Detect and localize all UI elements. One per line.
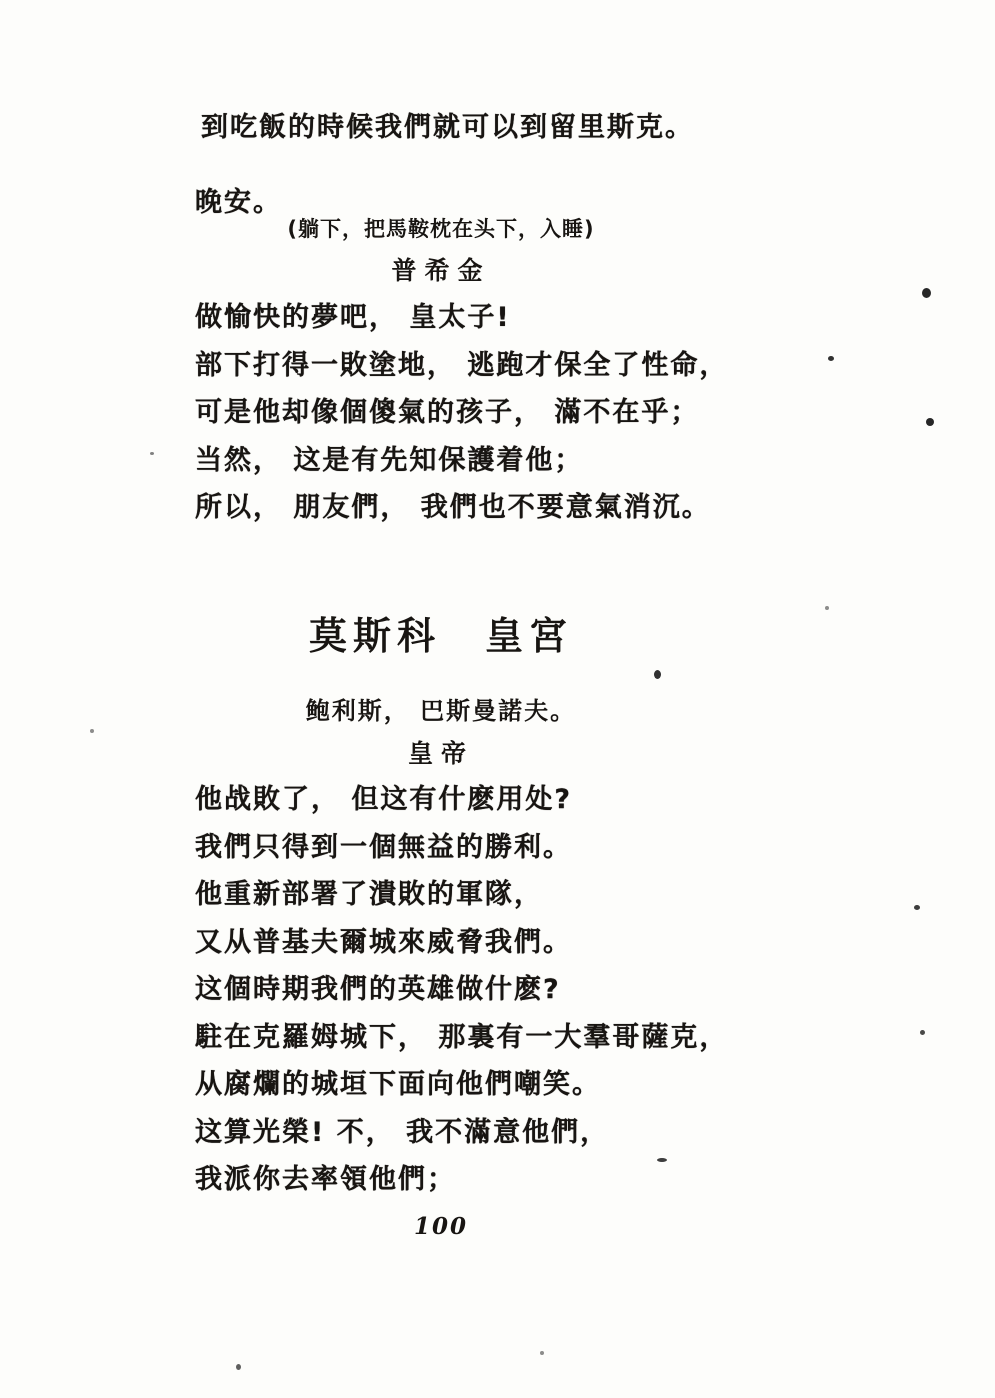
ink-speck — [150, 452, 154, 455]
speech-prior — [195, 104, 694, 226]
speech-emperor — [195, 776, 729, 1204]
ink-speck — [920, 1030, 925, 1035]
ink-speck — [828, 356, 834, 361]
ink-speck — [914, 905, 920, 910]
ink-speck — [926, 418, 934, 426]
ink-speck — [825, 606, 829, 610]
speech-line: 部下打得一敗塗地， 逃跑才保全了性命， — [195, 349, 729, 381]
speaker-name-emperor: 皇帝 — [407, 739, 474, 768]
ink-speck — [236, 1364, 241, 1370]
ink-speck — [90, 729, 94, 733]
speech-line: 所以， 朋友們， 我們也不要意氣消沉。 — [195, 492, 711, 523]
speech-line: 晚安。 — [195, 186, 282, 218]
speech-line: 可是他却像個傻氣的孩子， 滿不在乎； — [195, 397, 700, 428]
speech-line: 又从普基夫爾城來威脅我們。 — [195, 926, 572, 958]
speech-line: 当然， 这是有先知保護着他； — [195, 444, 584, 476]
scene-cast: 鲍利斯， 巴斯曼諾夫。 — [305, 697, 577, 725]
speech-line: 从腐爛的城垣下面向他們嘲笑。 — [195, 1069, 601, 1100]
speech-line: 我派你去率領他們； — [195, 1164, 456, 1195]
speech-line: 他战敗了， 但这有什麽用处? — [195, 784, 573, 815]
speech-line: 做愉快的夢吧， 皇太子! — [195, 302, 511, 333]
speech-line: 到吃飯的時候我們就可以到留里斯克。 — [201, 112, 694, 143]
ink-speck — [654, 670, 661, 679]
speech-line: 我們只得到一個無益的勝利。 — [195, 831, 572, 863]
scene-title: 莫斯科 皇宮 — [308, 614, 573, 658]
ink-speck — [922, 288, 931, 298]
speaker-name-pushkin: 普希金 — [391, 256, 491, 285]
speech-line: 这算光榮! 不， 我不滿意他們， — [195, 1116, 610, 1148]
ink-speck — [540, 1351, 544, 1355]
stage-direction: (躺下，把馬鞍枕在头下，入睡) — [287, 217, 595, 241]
speech-pushkin — [195, 294, 729, 532]
speech-line: 駐在克羅姆城下， 那裏有一大羣哥薩克， — [195, 1021, 729, 1053]
speech-line: 这個時期我們的英雄做什麽? — [195, 974, 561, 1005]
speech-line: 他重新部署了潰敗的軍隊， — [195, 879, 543, 910]
page-number: 100 — [413, 1213, 468, 1240]
